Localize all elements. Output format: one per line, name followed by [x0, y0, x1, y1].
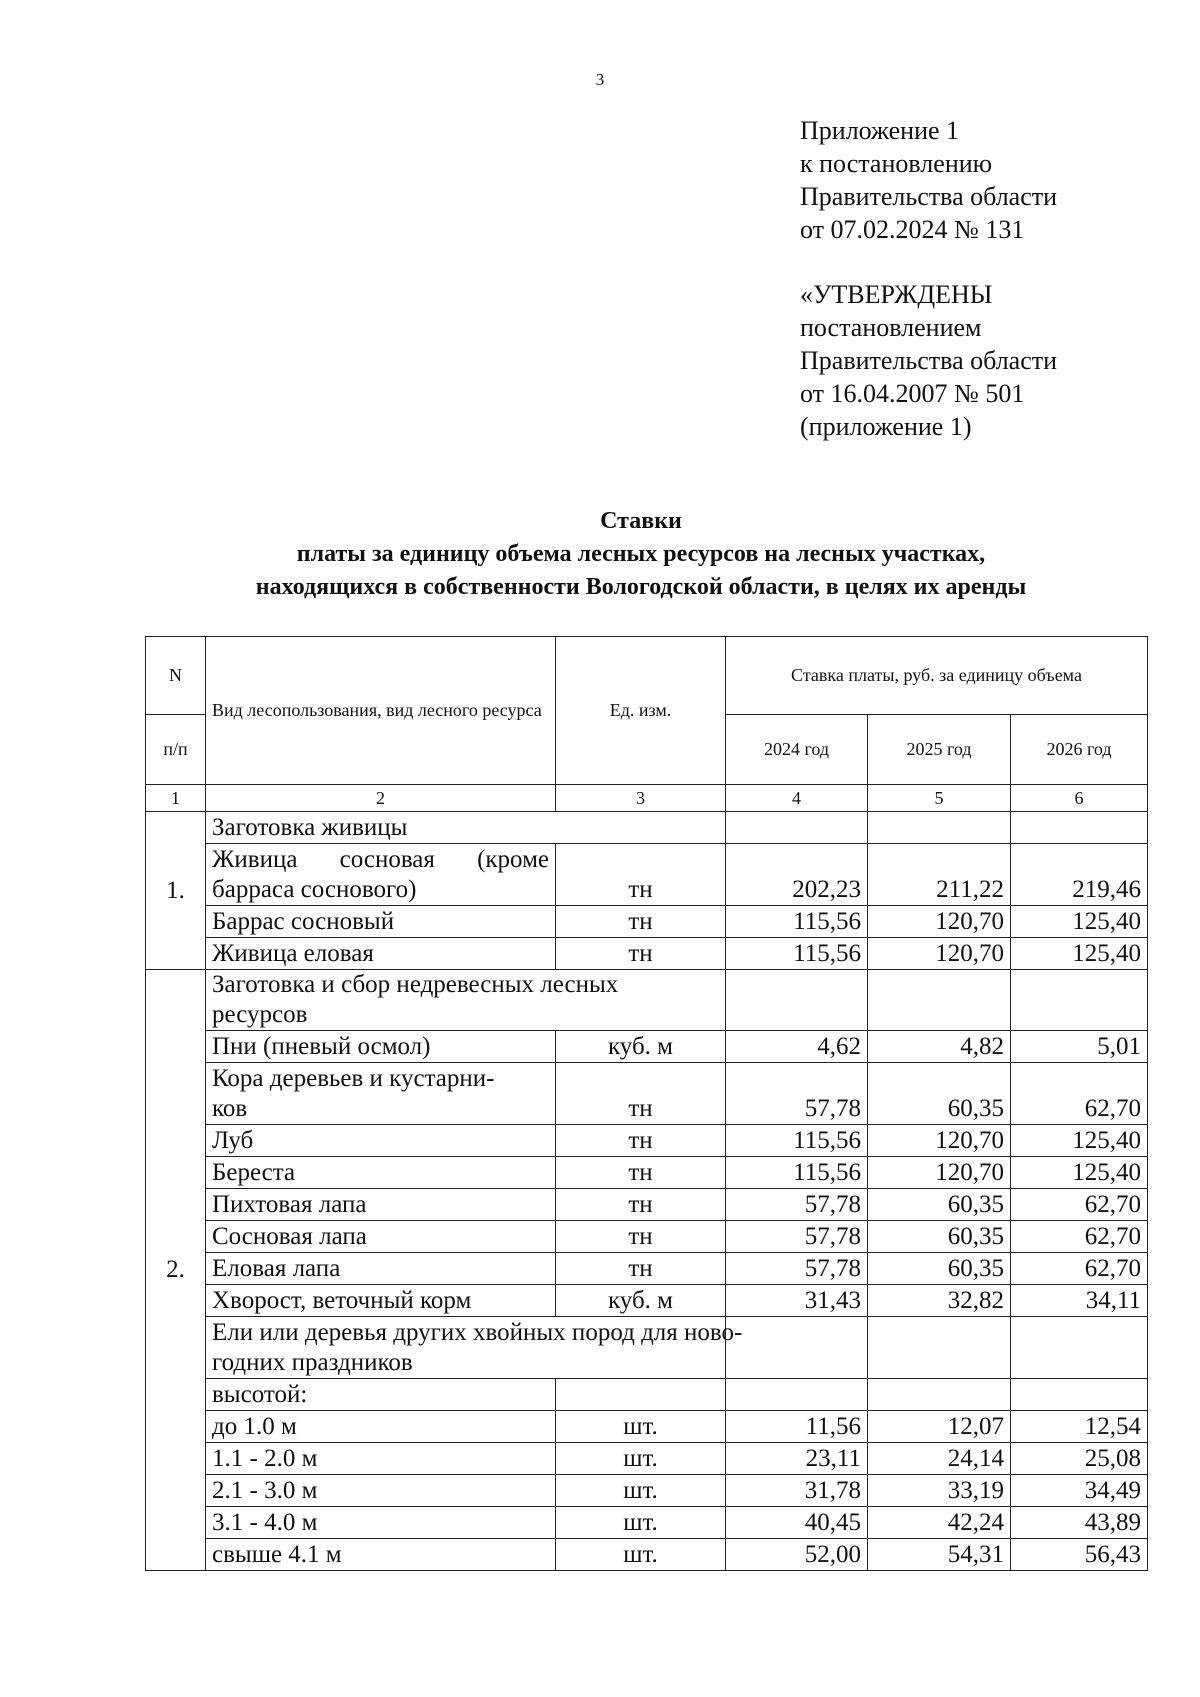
table-row: [146, 844, 1148, 906]
rate-2025: 211,22: [868, 844, 1011, 906]
rate-2025: 60,35: [868, 1253, 1011, 1285]
section-title-row: [146, 970, 1148, 1031]
column-number: 3: [556, 785, 726, 812]
unit-cell: куб. м: [556, 1031, 726, 1063]
table-row: [146, 1125, 1148, 1157]
resource-name: Еловая лапа: [206, 1253, 556, 1285]
approval-note: [800, 278, 1057, 443]
table-row: [146, 1411, 1148, 1443]
section-title: Заготовка живицы: [206, 812, 726, 844]
rate-2024: 57,78: [726, 1189, 868, 1221]
unit-cell: тн: [556, 1253, 726, 1285]
rates-table: [145, 636, 1148, 1571]
rate-2026: 43,89: [1011, 1507, 1148, 1539]
page-number: 3: [595, 70, 605, 89]
table-row: [146, 938, 1148, 970]
title-line: платы за единицу объема лесных ресурсов на лесных участках,: [296, 541, 986, 567]
header-num-bottom: п/п: [146, 715, 206, 785]
appendix-line: Правительства области: [800, 182, 1058, 211]
unit-cell: тн: [556, 906, 726, 938]
unit-cell: тн: [556, 1125, 726, 1157]
trees-title: [206, 1317, 743, 1379]
rate-2026: 219,46: [1011, 844, 1148, 906]
column-number: 6: [1011, 785, 1148, 812]
header-year: 2025 год: [868, 715, 1011, 785]
rate-2024: 4,62: [726, 1031, 868, 1063]
unit-cell: шт.: [556, 1539, 726, 1571]
rate-2024: 11,56: [726, 1411, 868, 1443]
rate-2025: 120,70: [868, 1125, 1011, 1157]
rate-2024: 57,78: [726, 1063, 868, 1125]
rate-2024: 57,78: [726, 1253, 868, 1285]
title-line: находящихся в собственности Вологодской области, в целях их аренды: [255, 574, 1027, 600]
resource-name-line: Кора деревьев и кустарни-: [212, 1065, 495, 1092]
table-row: [146, 1031, 1148, 1063]
table-row: [146, 1507, 1148, 1539]
column-number: 1: [146, 785, 206, 812]
rate-2025: 120,70: [868, 1157, 1011, 1189]
unit-cell: шт.: [556, 1411, 726, 1443]
resource-name-line: ков: [212, 1095, 248, 1122]
unit-cell: шт.: [556, 1475, 726, 1507]
trees-title-line: Ели или деревья других хвойных пород для ново-: [212, 1319, 743, 1346]
rate-2024: 115,56: [726, 938, 868, 970]
header-year: 2026 год: [1011, 715, 1148, 785]
rate-2025: 60,35: [868, 1063, 1011, 1125]
rate-2025: 60,35: [868, 1189, 1011, 1221]
rate-2025: 12,07: [868, 1411, 1011, 1443]
rate-2026: 34,49: [1011, 1475, 1148, 1507]
appendix-line: от 07.02.2024 № 131: [800, 215, 1025, 244]
rate-2024: 31,43: [726, 1285, 868, 1317]
resource-name: Луб: [206, 1125, 556, 1157]
resource-name: Пихтовая лапа: [206, 1189, 556, 1221]
table-row: [146, 1539, 1148, 1571]
table-row: [146, 1285, 1148, 1317]
unit-cell: тн: [556, 1189, 726, 1221]
approval-line: «УТВЕРЖДЕНЫ: [800, 280, 993, 309]
rate-2026: 56,43: [1011, 1539, 1148, 1571]
rate-2025: 120,70: [868, 938, 1011, 970]
tree-height: 2.1 - 3.0 м: [206, 1475, 556, 1507]
rate-2024: 115,56: [726, 1125, 868, 1157]
rate-2025: 33,19: [868, 1475, 1011, 1507]
rate-2025: 4,82: [868, 1031, 1011, 1063]
rate-2024: 31,78: [726, 1475, 868, 1507]
resource-name: Сосновая лапа: [206, 1221, 556, 1253]
rate-2026: 62,70: [1011, 1063, 1148, 1125]
rate-2025: 60,35: [868, 1221, 1011, 1253]
document-title: [0, 505, 1200, 604]
rate-2026: 62,70: [1011, 1253, 1148, 1285]
rate-2025: 24,14: [868, 1443, 1011, 1475]
rate-2026: 125,40: [1011, 1125, 1148, 1157]
rate-2025: 120,70: [868, 906, 1011, 938]
table-row: [146, 1443, 1148, 1475]
column-number: 4: [726, 785, 868, 812]
table-row: [146, 1157, 1148, 1189]
approval-line: (приложение 1): [800, 412, 972, 441]
resource-name-line: барраса соснового): [212, 876, 417, 903]
section-number: 2.: [146, 970, 206, 1571]
unit-cell: тн: [556, 1221, 726, 1253]
resource-name: Живица еловая: [206, 938, 556, 970]
resource-name: [206, 844, 556, 906]
rate-2024: 23,11: [726, 1443, 868, 1475]
header-year: 2024 год: [726, 715, 868, 785]
rate-2024: 115,56: [726, 1157, 868, 1189]
column-number: 2: [206, 785, 556, 812]
tree-height: 3.1 - 4.0 м: [206, 1507, 556, 1539]
subsection-title-row: [146, 1317, 1148, 1379]
unit-cell: тн: [556, 1063, 726, 1125]
tree-height: свыше 4.1 м: [206, 1539, 556, 1571]
rate-2026: 62,70: [1011, 1221, 1148, 1253]
unit-cell: шт.: [556, 1443, 726, 1475]
column-number: 5: [868, 785, 1011, 812]
appendix-line: к постановлению: [800, 149, 993, 178]
unit-cell: тн: [556, 844, 726, 906]
rate-2024: 115,56: [726, 906, 868, 938]
rate-2024: 52,00: [726, 1539, 868, 1571]
rate-2025: 32,82: [868, 1285, 1011, 1317]
resource-name: Баррас сосновый: [206, 906, 556, 938]
table-row: [146, 1221, 1148, 1253]
rate-2026: 12,54: [1011, 1411, 1148, 1443]
rate-2026: 125,40: [1011, 938, 1148, 970]
unit-cell: куб. м: [556, 1285, 726, 1317]
section-title-row: [146, 812, 1148, 844]
section-title: Заготовка и сбор недревесных лесных ресурсов: [206, 970, 726, 1031]
table-row: [146, 1253, 1148, 1285]
height-label-row: [146, 1379, 1148, 1411]
resource-name: Пни (пневый осмол): [206, 1031, 556, 1063]
unit-cell: шт.: [556, 1507, 726, 1539]
resource-name-line: Живица сосновая (кроме: [212, 846, 549, 873]
unit-cell: тн: [556, 938, 726, 970]
rate-2024: 40,45: [726, 1507, 868, 1539]
trees-title-line: годних праздников: [212, 1349, 413, 1376]
header-kind: Вид лесопользования, вид лесного ресурса: [206, 637, 556, 785]
table-header-row: [146, 637, 1148, 715]
tree-height: до 1.0 м: [206, 1411, 556, 1443]
header-unit: Ед. изм.: [556, 637, 726, 785]
table-row: [146, 906, 1148, 938]
rate-2026: 125,40: [1011, 1157, 1148, 1189]
section-number: 1.: [146, 812, 206, 970]
resource-name: Хворост, веточный корм: [206, 1285, 556, 1317]
rate-2025: 54,31: [868, 1539, 1011, 1571]
approval-line: от 16.04.2007 № 501: [800, 379, 1025, 408]
rate-2026: 5,01: [1011, 1031, 1148, 1063]
table-row: [146, 1063, 1148, 1125]
header-rate: Ставка платы, руб. за единицу объема: [726, 637, 1148, 715]
appendix-line: Приложение 1: [800, 116, 960, 145]
approval-line: постановлением: [800, 313, 982, 342]
table-row: [146, 1475, 1148, 1507]
rate-2025: 42,24: [868, 1507, 1011, 1539]
rate-2024: 202,23: [726, 844, 868, 906]
approval-line: Правительства области: [800, 346, 1058, 375]
rate-2026: 62,70: [1011, 1189, 1148, 1221]
rate-2026: 25,08: [1011, 1443, 1148, 1475]
header-num-top: N: [146, 637, 206, 715]
appendix-note: [800, 114, 1057, 246]
rate-2026: 125,40: [1011, 906, 1148, 938]
title-line: Ставки: [600, 508, 682, 534]
rate-2026: 34,11: [1011, 1285, 1148, 1317]
rate-2024: 57,78: [726, 1221, 868, 1253]
column-number-row: [146, 785, 1148, 812]
resource-name: Береста: [206, 1157, 556, 1189]
resource-name: [206, 1063, 556, 1125]
tree-height: 1.1 - 2.0 м: [206, 1443, 556, 1475]
height-label: высотой:: [206, 1379, 556, 1411]
unit-cell: тн: [556, 1157, 726, 1189]
table-row: [146, 1189, 1148, 1221]
